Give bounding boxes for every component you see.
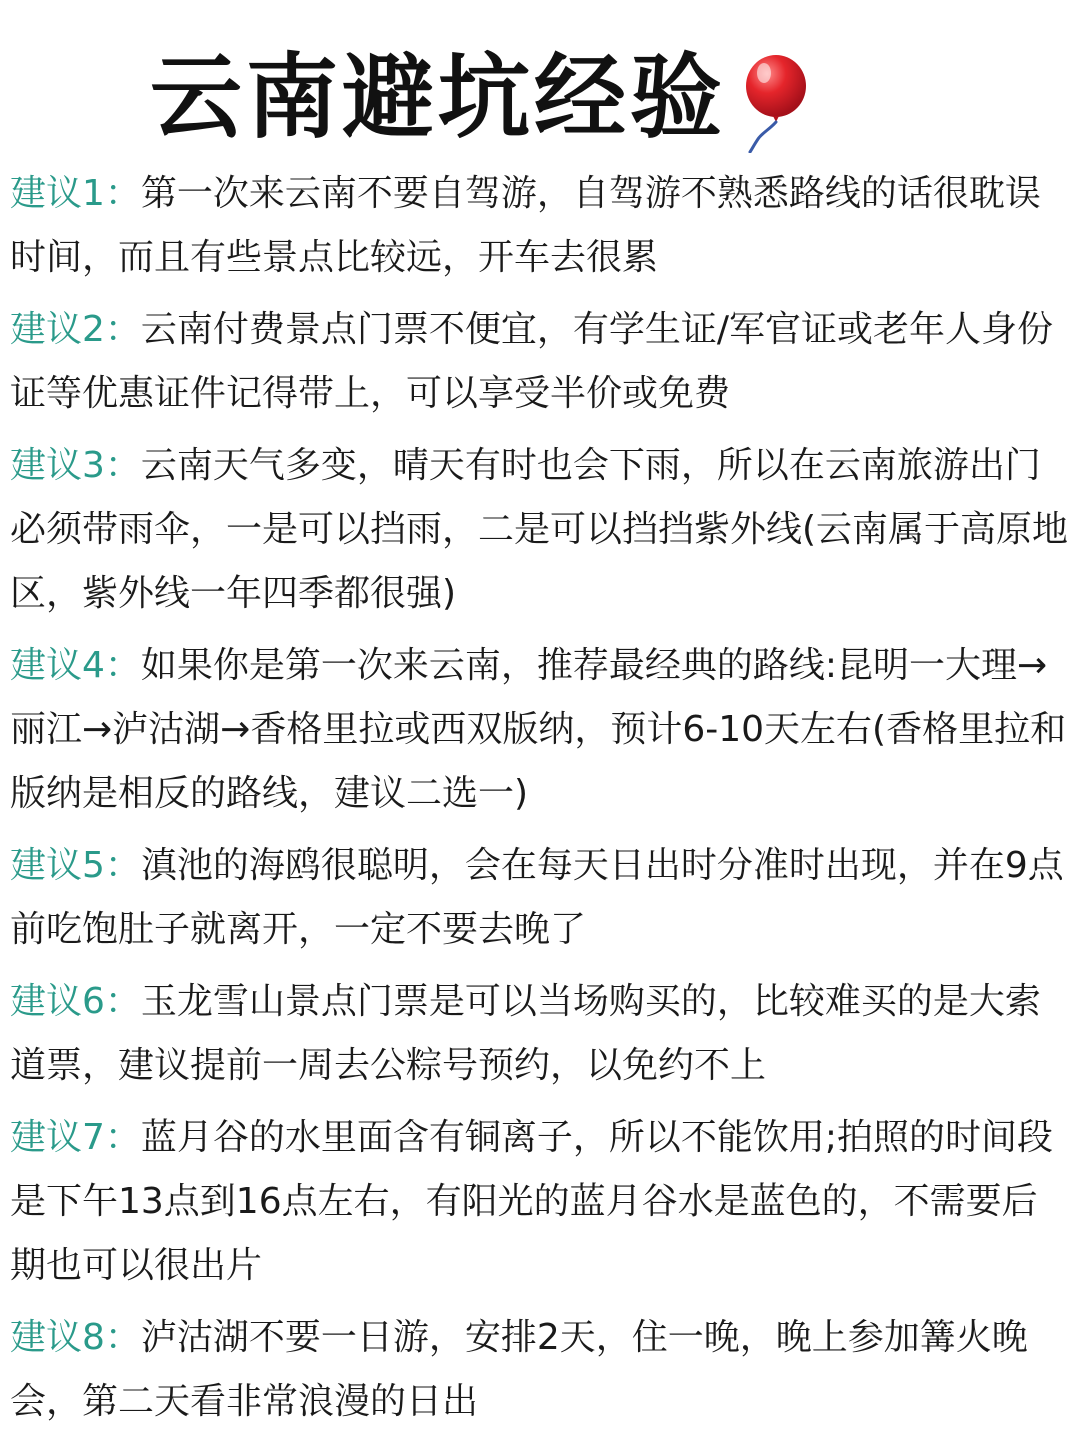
tip-text: 如果你是第一次来云南，推荐最经典的路线:昆明一大理→丽江→泸沽湖→香格里拉或西双版纳，预计6-10天左右(香格里拉和版纳是相反的路线，建议二选一) bbox=[10, 645, 1067, 814]
tip-item bbox=[10, 834, 1072, 962]
tip-text: 泸沽湖不要一日游，安排2天，住一晚，晚上参加篝火晚会，第二天看非常浪漫的日出 bbox=[10, 1317, 1028, 1422]
tip-item bbox=[10, 1306, 1072, 1434]
tip-item bbox=[10, 1106, 1072, 1298]
tip-label: 建议5： bbox=[10, 845, 141, 886]
tip-label: 建议6： bbox=[10, 981, 141, 1022]
tip-item bbox=[10, 162, 1072, 290]
tip-label: 建议3： bbox=[10, 445, 141, 486]
page-title: 云南避坑经验 bbox=[150, 44, 727, 151]
tip-text: 蓝月谷的水里面含有铜离子，所以不能饮用;拍照的时间段是下午13点到16点左右，有阳光的蓝月谷水是蓝色的，不需要后期也可以很出片 bbox=[10, 1117, 1054, 1286]
tip-label: 建议2： bbox=[10, 309, 141, 350]
tip-label: 建议8： bbox=[10, 1317, 141, 1358]
tip-label: 建议4： bbox=[10, 645, 141, 686]
tip-text: 云南付费景点门票不便宜，有学生证/军官证或老年人身份证等优惠证件记得带上，可以享受半价或免费 bbox=[10, 309, 1054, 414]
balloon-icon bbox=[734, 53, 812, 153]
tip-item bbox=[10, 434, 1072, 626]
tip-text: 玉龙雪山景点门票是可以当场购买的，比较难买的是大索道票，建议提前一周去公粽号预约，以免约不上 bbox=[10, 981, 1041, 1086]
balloon-string bbox=[750, 122, 776, 152]
tip-item bbox=[10, 634, 1072, 826]
tip-label: 建议7： bbox=[10, 1117, 141, 1158]
tip-label: 建议1： bbox=[10, 173, 141, 214]
tips-list bbox=[10, 162, 1072, 1442]
tip-item bbox=[10, 970, 1072, 1098]
title-row bbox=[150, 28, 812, 168]
tip-text: 云南天气多变，晴天有时也会下雨，所以在云南旅游出门必须带雨伞，一是可以挡雨，二是可以挡挡紫外线(云南属于高原地区，紫外线一年四季都很强) bbox=[10, 445, 1069, 614]
balloon-highlight bbox=[757, 63, 771, 83]
tip-text: 滇池的海鸥很聪明，会在每天日出时分准时出现，并在9点前吃饱肚子就离开，一定不要去晚了 bbox=[10, 845, 1064, 950]
tip-item bbox=[10, 298, 1072, 426]
balloon-body bbox=[746, 55, 806, 117]
tip-text: 第一次来云南不要自驾游，自驾游不熟悉路线的话很耽误时间，而且有些景点比较远，开车去很累 bbox=[10, 173, 1041, 278]
